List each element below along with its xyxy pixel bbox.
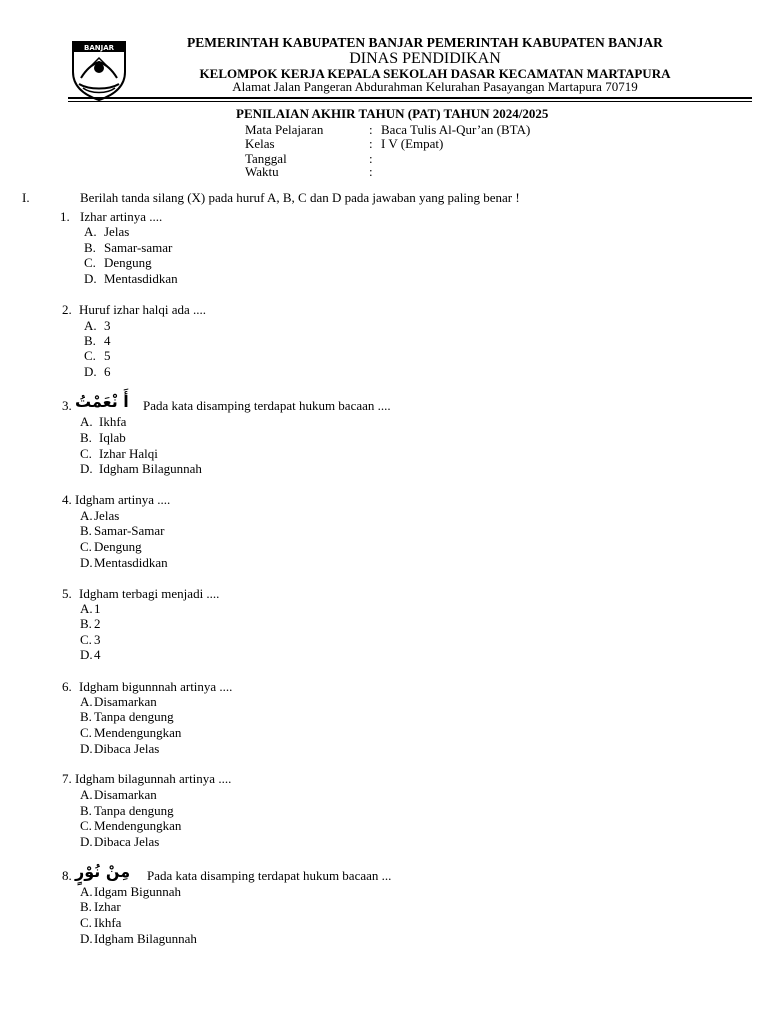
question-number: 6. — [62, 679, 72, 694]
field-separator: : — [369, 164, 373, 179]
header-rule-thick — [68, 97, 752, 99]
option-letter[interactable]: C. — [80, 915, 92, 930]
logo-text: BANJAR — [83, 44, 115, 52]
option-text[interactable]: Mentasdidkan — [104, 271, 178, 286]
field-label: Waktu — [245, 164, 279, 179]
field-separator: : — [369, 151, 373, 166]
option-letter[interactable]: D. — [80, 834, 93, 849]
option-text[interactable]: 4 — [94, 647, 101, 662]
option-text[interactable]: Dengung — [104, 255, 152, 270]
option-letter[interactable]: C. — [80, 818, 92, 833]
option-letter[interactable]: B. — [80, 430, 92, 445]
option-text[interactable]: Idgham Bilagunnah — [94, 931, 197, 946]
option-letter[interactable]: A. — [84, 224, 97, 239]
option-letter[interactable]: A. — [80, 694, 93, 709]
header-line-1: PEMERINTAH KABUPATEN BANJAR PEMERINTAH KABUPATEN BANJAR — [187, 35, 663, 50]
option-text[interactable]: Mendengungkan — [94, 818, 182, 833]
option-letter[interactable]: A. — [84, 318, 97, 333]
question-text: Idgham terbagi menjadi .... — [79, 586, 220, 601]
option-text[interactable]: Mentasdidkan — [94, 555, 168, 570]
option-text[interactable]: Izhar Halqi — [99, 446, 158, 461]
question-arabic-word: مِنْ نُوْرٍ — [75, 862, 131, 881]
option-letter[interactable]: A. — [80, 508, 93, 523]
question-text: Izhar artinya .... — [80, 209, 163, 224]
banjar-logo — [67, 38, 131, 102]
option-letter[interactable]: A. — [80, 601, 93, 616]
option-text[interactable]: 3 — [104, 318, 111, 333]
option-letter[interactable]: D. — [80, 461, 93, 476]
option-letter[interactable]: C. — [80, 539, 92, 554]
field-label: Tanggal — [245, 151, 287, 166]
option-text[interactable]: Samar-samar — [104, 240, 173, 255]
instruction-number: I. — [22, 190, 30, 205]
option-letter[interactable]: C. — [80, 632, 92, 647]
option-text[interactable]: Disamarkan — [94, 787, 157, 802]
option-letter[interactable]: B. — [80, 523, 92, 538]
option-text[interactable]: Idgam Bigunnah — [94, 884, 182, 899]
option-letter[interactable]: A. — [80, 884, 93, 899]
option-letter[interactable]: D. — [80, 647, 93, 662]
question-text: Idgham bilagunnah artinya .... — [75, 771, 232, 786]
option-text[interactable]: 6 — [104, 364, 111, 379]
option-letter[interactable]: A. — [80, 414, 93, 429]
field-value: Baca Tulis Al-Qur’an (BTA) — [381, 122, 531, 137]
option-text[interactable]: Samar-Samar — [94, 523, 165, 538]
option-letter[interactable]: C. — [80, 446, 92, 461]
option-text[interactable]: Ikhfa — [99, 414, 127, 429]
option-text[interactable]: Dibaca Jelas — [94, 834, 160, 849]
option-text[interactable]: 3 — [94, 632, 101, 647]
option-text[interactable]: Izhar — [94, 899, 121, 914]
question-text: Idgham bigunnnah artinya .... — [79, 679, 233, 694]
field-label: Mata Pelajaran — [245, 122, 324, 137]
question-number: 7. — [62, 771, 72, 786]
option-text[interactable]: 2 — [94, 616, 101, 631]
option-text[interactable]: 5 — [104, 348, 111, 363]
option-text[interactable]: Idgham Bilagunnah — [99, 461, 202, 476]
instruction-text: Berilah tanda silang (X) pada huruf A, B, C dan D pada jawaban yang paling benar ! — [80, 190, 520, 205]
option-letter[interactable]: A. — [80, 787, 93, 802]
option-text[interactable]: Jelas — [94, 508, 120, 523]
header-line-2: DINAS PENDIDIKAN — [349, 50, 501, 67]
option-letter[interactable]: B. — [84, 333, 96, 348]
question-number: 3. — [62, 398, 72, 413]
field-separator: : — [369, 122, 373, 137]
option-text[interactable]: Disamarkan — [94, 694, 157, 709]
option-letter[interactable]: D. — [84, 271, 97, 286]
header-line-4: Alamat Jalan Pangeran Abdurahman Kelurahan Pasayangan Martapura 70719 — [232, 79, 638, 94]
question-number: 1. — [60, 209, 70, 224]
exam-title: PENILAIAN AKHIR TAHUN (PAT) TAHUN 2024/2025 — [236, 106, 549, 121]
option-text[interactable]: Tanpa dengung — [94, 803, 174, 818]
field-separator: : — [369, 136, 373, 151]
field-value: I V (Empat) — [381, 136, 444, 151]
option-text[interactable]: Jelas — [104, 224, 130, 239]
question-text: Huruf izhar halqi ada .... — [79, 302, 207, 317]
option-letter[interactable]: C. — [84, 255, 96, 270]
option-letter[interactable]: D. — [84, 364, 97, 379]
option-letter[interactable]: D. — [80, 741, 93, 756]
option-letter[interactable]: B. — [80, 899, 92, 914]
question-number: 5. — [62, 586, 72, 601]
question-text: Pada kata disamping terdapat hukum bacaan .... — [143, 398, 391, 413]
question-number: 8. — [62, 868, 72, 883]
option-letter[interactable]: C. — [84, 348, 96, 363]
option-text[interactable]: 4 — [104, 333, 111, 348]
option-text[interactable]: Dibaca Jelas — [94, 741, 160, 756]
question-arabic-word: أَ نْعَمْتُ — [75, 392, 129, 411]
option-letter[interactable]: B. — [80, 803, 92, 818]
option-letter[interactable]: B. — [80, 616, 92, 631]
question-text: Idgham artinya .... — [75, 492, 171, 507]
option-letter[interactable]: B. — [80, 709, 92, 724]
option-text[interactable]: 1 — [94, 601, 101, 616]
question-text: Pada kata disamping terdapat hukum bacaan ... — [147, 868, 392, 883]
option-text[interactable]: Tanpa dengung — [94, 709, 174, 724]
option-letter[interactable]: D. — [80, 931, 93, 946]
option-letter[interactable]: C. — [80, 725, 92, 740]
option-letter[interactable]: B. — [84, 240, 96, 255]
option-text[interactable]: Dengung — [94, 539, 142, 554]
field-label: Kelas — [245, 136, 275, 151]
option-text[interactable]: Ikhfa — [94, 915, 122, 930]
header-line-3: KELOMPOK KERJA KEPALA SEKOLAH DASAR KECAMATAN MARTAPURA — [199, 66, 671, 81]
option-text[interactable]: Iqlab — [99, 430, 126, 445]
header-rule-thin — [68, 101, 752, 102]
option-letter[interactable]: D. — [80, 555, 93, 570]
question-number: 2. — [62, 302, 72, 317]
question-number: 4. — [62, 492, 72, 507]
option-text[interactable]: Mendengungkan — [94, 725, 182, 740]
